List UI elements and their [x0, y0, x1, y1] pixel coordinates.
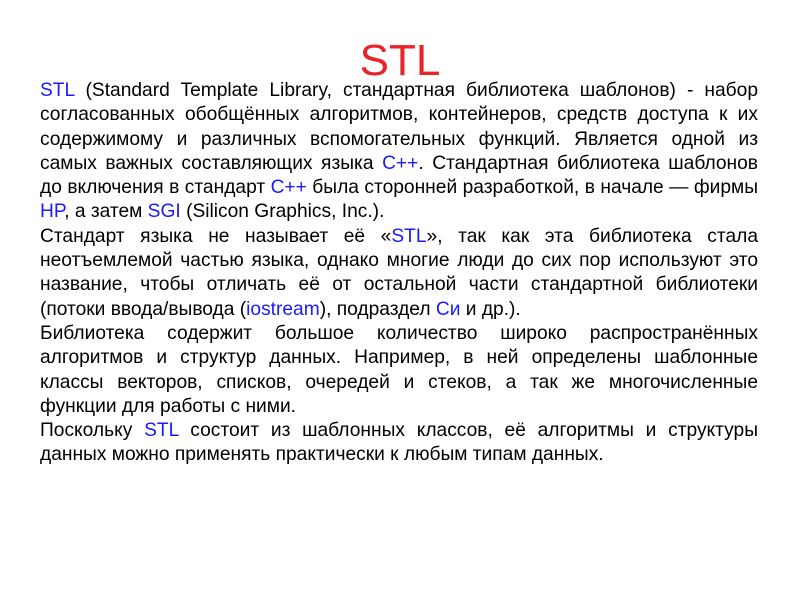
text-run: состоит из шаблонных классов, её алгоритмы и структуры данных можно применять практически к любым типам данных.: [40, 420, 758, 466]
paragraph-stl-definition: [40, 79, 758, 225]
term-iostream: iostream: [246, 298, 320, 320]
term-sgi: SGI: [147, 201, 181, 223]
term-c: Си: [435, 298, 461, 320]
slide-title: STL: [359, 36, 441, 85]
text-run: (Silicon Graphics, Inc.).: [180, 201, 385, 223]
text-run: Стандарт языка не называет её «: [40, 225, 392, 247]
text-run: была сторонней разработкой, в начале — фирмы: [306, 177, 758, 199]
paragraph-stl-name: [40, 225, 758, 322]
text-run: », так как эта библиотека стала неотъемлемой частью языка, однако многие люди до сих пор используют это название, чтобы отличать её от остальной части стандартной библиотеки (потоки ввода/вывода (: [40, 225, 758, 320]
term-stl: STL: [144, 420, 179, 442]
text-run: ), подраздел: [319, 298, 436, 320]
term-stl: STL: [40, 80, 75, 101]
term-stl: STL: [391, 225, 427, 247]
text-run: , а затем: [64, 201, 148, 223]
slide-body: [40, 79, 758, 468]
text-run: . Стандартная библиотека шаблонов до включения в стандарт: [40, 152, 758, 199]
text-run: Библиотека содержит большое количество широко распространённых алгоритмов и структур данных. Например, в ней определены шаблонные классы векторов, списков, очередей и стеков, а так же многочисленные функции для работы с ними.: [40, 322, 758, 417]
term-hp: HP: [40, 201, 65, 223]
term-cpp: C++: [270, 177, 307, 199]
paragraph-stl-contents: [40, 322, 758, 419]
text-run: (Standard Template Library, стандартная библиотека шаблонов) - набор согласованных обобщённых алгоритмов, контейнеров, средств доступа к их содержимому и различных вспомогательных функций. Является одной из самых важных составляющих языка: [40, 80, 758, 174]
term-cpp: C++: [382, 152, 419, 174]
text-run: Поскольку: [40, 420, 145, 442]
paragraph-stl-templates: [40, 419, 758, 468]
text-run: и др.).: [460, 298, 521, 320]
